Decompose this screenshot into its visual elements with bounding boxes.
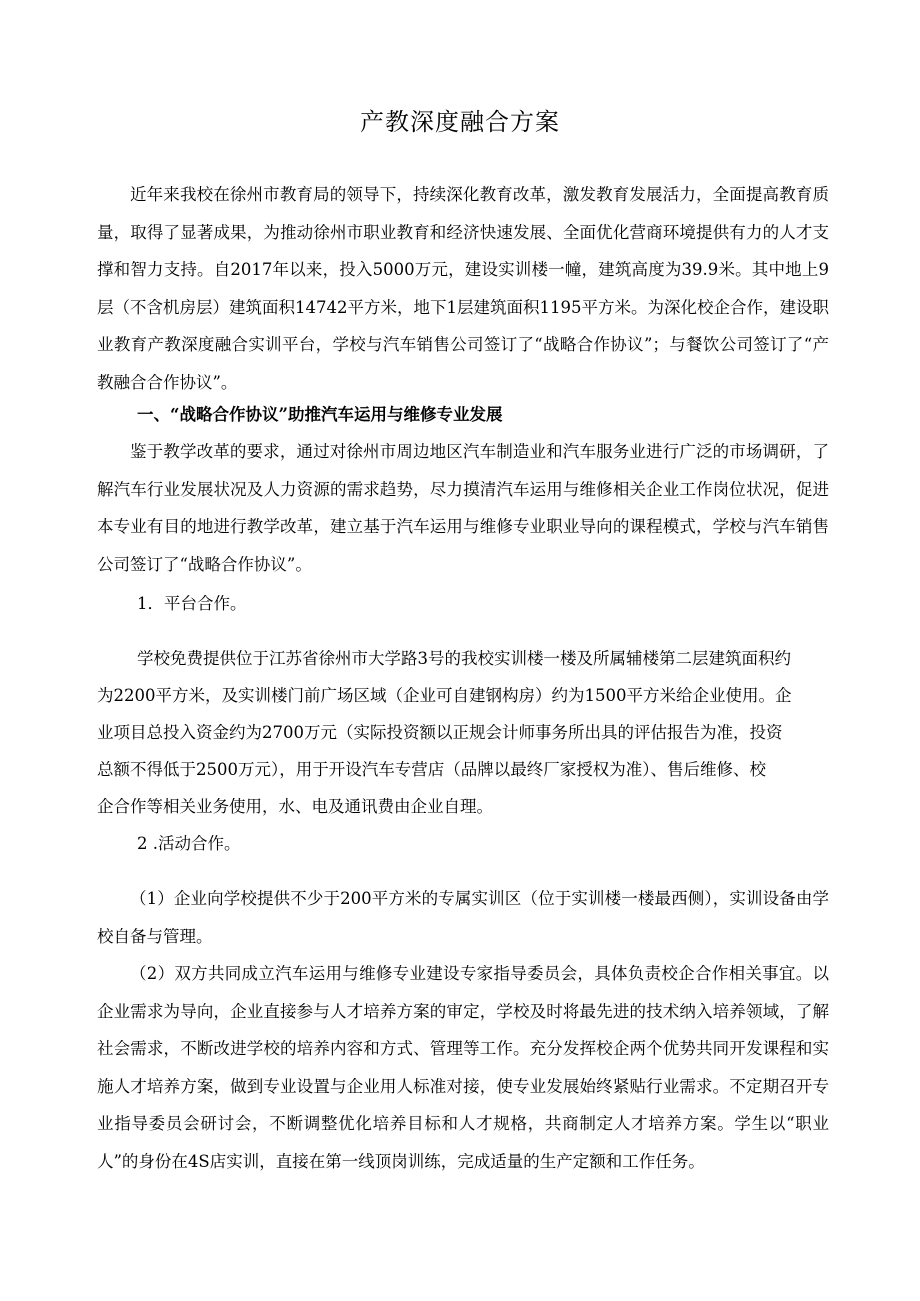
item-1-line-4: 总额不得低于2500万元），用于开设汽车专营店（品牌以最终厂家授权为准）、售后维修、校 xyxy=(97,760,766,779)
intro-paragraph: 近年来我校在徐州市教育局的领导下，持续深化教育改革，激发教育发展活力，全面提高教育质量，取得了显著成果，为推动徐州市职业教育和经济快速发展、全面优化营商环境提供有力的人才支撑和智力支持。自2017年以来，投入5000万元，建设实训楼一幢，建筑高度为39.9米。其中地上9层（不含机房层）建筑面积14742平方米，地下1层建筑面积1195平方米。为深化校企合作，建设职业教育产教深度融合实训平台，学校与汽车销售公司签订了“战略合作协议”；与餐饮公司签订了“产教融合合作协议”。 xyxy=(97,185,829,392)
section-heading-1: 一、“战略合作协议”助推汽车运用与维修专业发展 xyxy=(137,405,503,424)
item-1-line-5: 企合作等相关业务使用，水、电及通讯费由企业自理。 xyxy=(97,797,493,816)
document-title: 产教深度融合方案 xyxy=(360,108,560,136)
section1-paragraph: 鉴于教学改革的要求，通过对徐州市周边地区汽车制造业和汽车服务业进行广泛的市场调研，了解汽车行业发展状况及人力资源的需求趋势，尽力摸清汽车运用与维修相关企业工作岗位状况，促进本专业有目的地进行教学改革，建立基于汽车运用与维修专业职业导向的课程模式，学校与汽车销售公司签订了“战略合作协议”。 xyxy=(97,442,829,574)
item-1-line-1: 学校免费提供位于江苏省徐州市大学路3号的我校实训楼一楼及所属辅楼第二层建筑面积约 xyxy=(137,649,791,668)
item-1-label: 1．平台合作。 xyxy=(137,594,247,613)
sub-item-1: （1）企业向学校提供不少于200平方米的专属实训区（位于实训楼一楼最西侧），实训设备由学校自备与管理。 xyxy=(97,889,829,946)
item-2-label: 2 .活动合作。 xyxy=(137,834,241,853)
item-1-line-2: 为2200平方米，及实训楼门前广场区域（企业可自建钢构房）约为1500平方米给企业使用。企 xyxy=(97,686,792,705)
sub-item-2: （2）双方共同成立汽车运用与维修专业建设专家指导委员会，具体负责校企合作相关事宜。以企业需求为导向，企业直接参与人才培养方案的审定，学校及时将最先进的技术纳入培养领域，了解社会需求，不断改进学校的培养内容和方式、管理等工作。充分发挥校企两个优势共同开发课程和实施人才培养方案，做到专业设置与企业用人标准对接，使专业发展始终紧贴行业需求。不定期召开专业指导委员会研讨会，不断调整优化培养目标和人才规格，共商制定人才培养方案。学生以“职业人”的身份在4S店实训，直接在第一线顶岗训练，完成适量的生产定额和工作任务。 xyxy=(97,964,829,1171)
item-1-line-3: 业项目总投入资金约为2700万元（实际投资额以正规会计师事务所出具的评估报告为准，投资 xyxy=(97,723,783,742)
